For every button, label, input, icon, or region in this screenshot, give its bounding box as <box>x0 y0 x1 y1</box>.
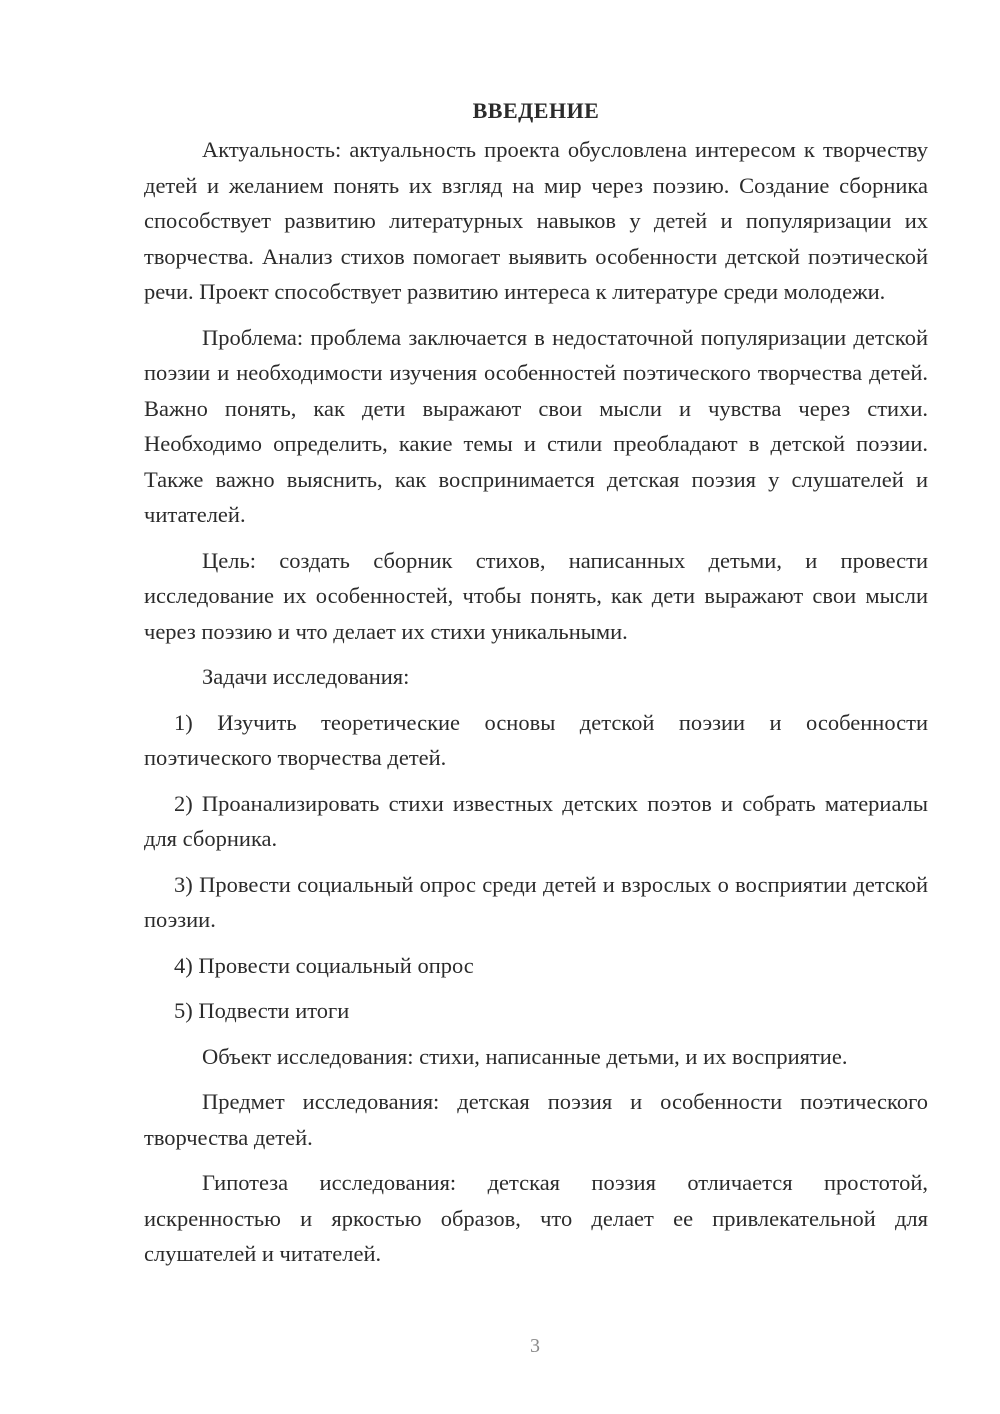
tasks-heading: Задачи исследования: <box>202 664 410 689</box>
subject-paragraph: Предмет исследования: детская поэзия и особенности поэтического творчества детей. <box>144 1089 928 1150</box>
hypothesis-paragraph: Гипотеза исследования: детская поэзия отличается простотой, искренностью и яркостью образов, что делает ее привлекательной для слушателей и читателей. <box>144 1170 928 1266</box>
task-item-3: 3) Провести социальный опрос среди детей и взрослых о восприятии детской поэзии. <box>144 871 928 932</box>
task-item-5: 5) Подвести итоги <box>174 998 350 1023</box>
goal-paragraph: Цель: создать сборник стихов, написанных детьми, и провести исследование их особенностей, чтобы понять, как дети выражают свои мысли через поэзию и что делает их стихи уникальными. <box>144 547 928 644</box>
object-paragraph: Объект исследования: стихи, написанные детьми, и их восприятие. <box>202 1043 848 1069</box>
document-page <box>144 96 928 1282</box>
problem-paragraph: Проблема: проблема заключается в недостаточной популяризации детской поэзии и необходимости изучения особенностей поэтического творчества детей. Важно понять, как дети выражают свои мысли и чувства через стихи. Необходимо определить, какие темы и стили преобладают в детской поэзии. Также важно выяснить, как воспринимается детская поэзия у слушателей и читателей. <box>144 324 928 527</box>
relevance-paragraph: Актуальность: актуальность проекта обусловлена интересом к творчеству детей и желанием понять их взгляд на мир через поэзию. Создание сборника способствует развитию литературных навыков у детей и популяризации их творчества. Анализ стихов помогает выявить особенности детской поэтической речи. Проект способствует развитию интереса к литературе среди молодежи. <box>144 137 928 304</box>
task-item-4: 4) Провести социальный опрос <box>174 952 474 978</box>
page-number: 3 <box>530 1335 540 1357</box>
task-item-1: 1) Изучить теоретические основы детской поэзии и особенности поэтического творчества детей. <box>144 709 928 770</box>
section-title: ВВЕДЕНИЕ <box>472 98 600 123</box>
task-item-2: 2) Проанализировать стихи известных детских поэтов и собрать материалы для сборника. <box>144 790 928 851</box>
